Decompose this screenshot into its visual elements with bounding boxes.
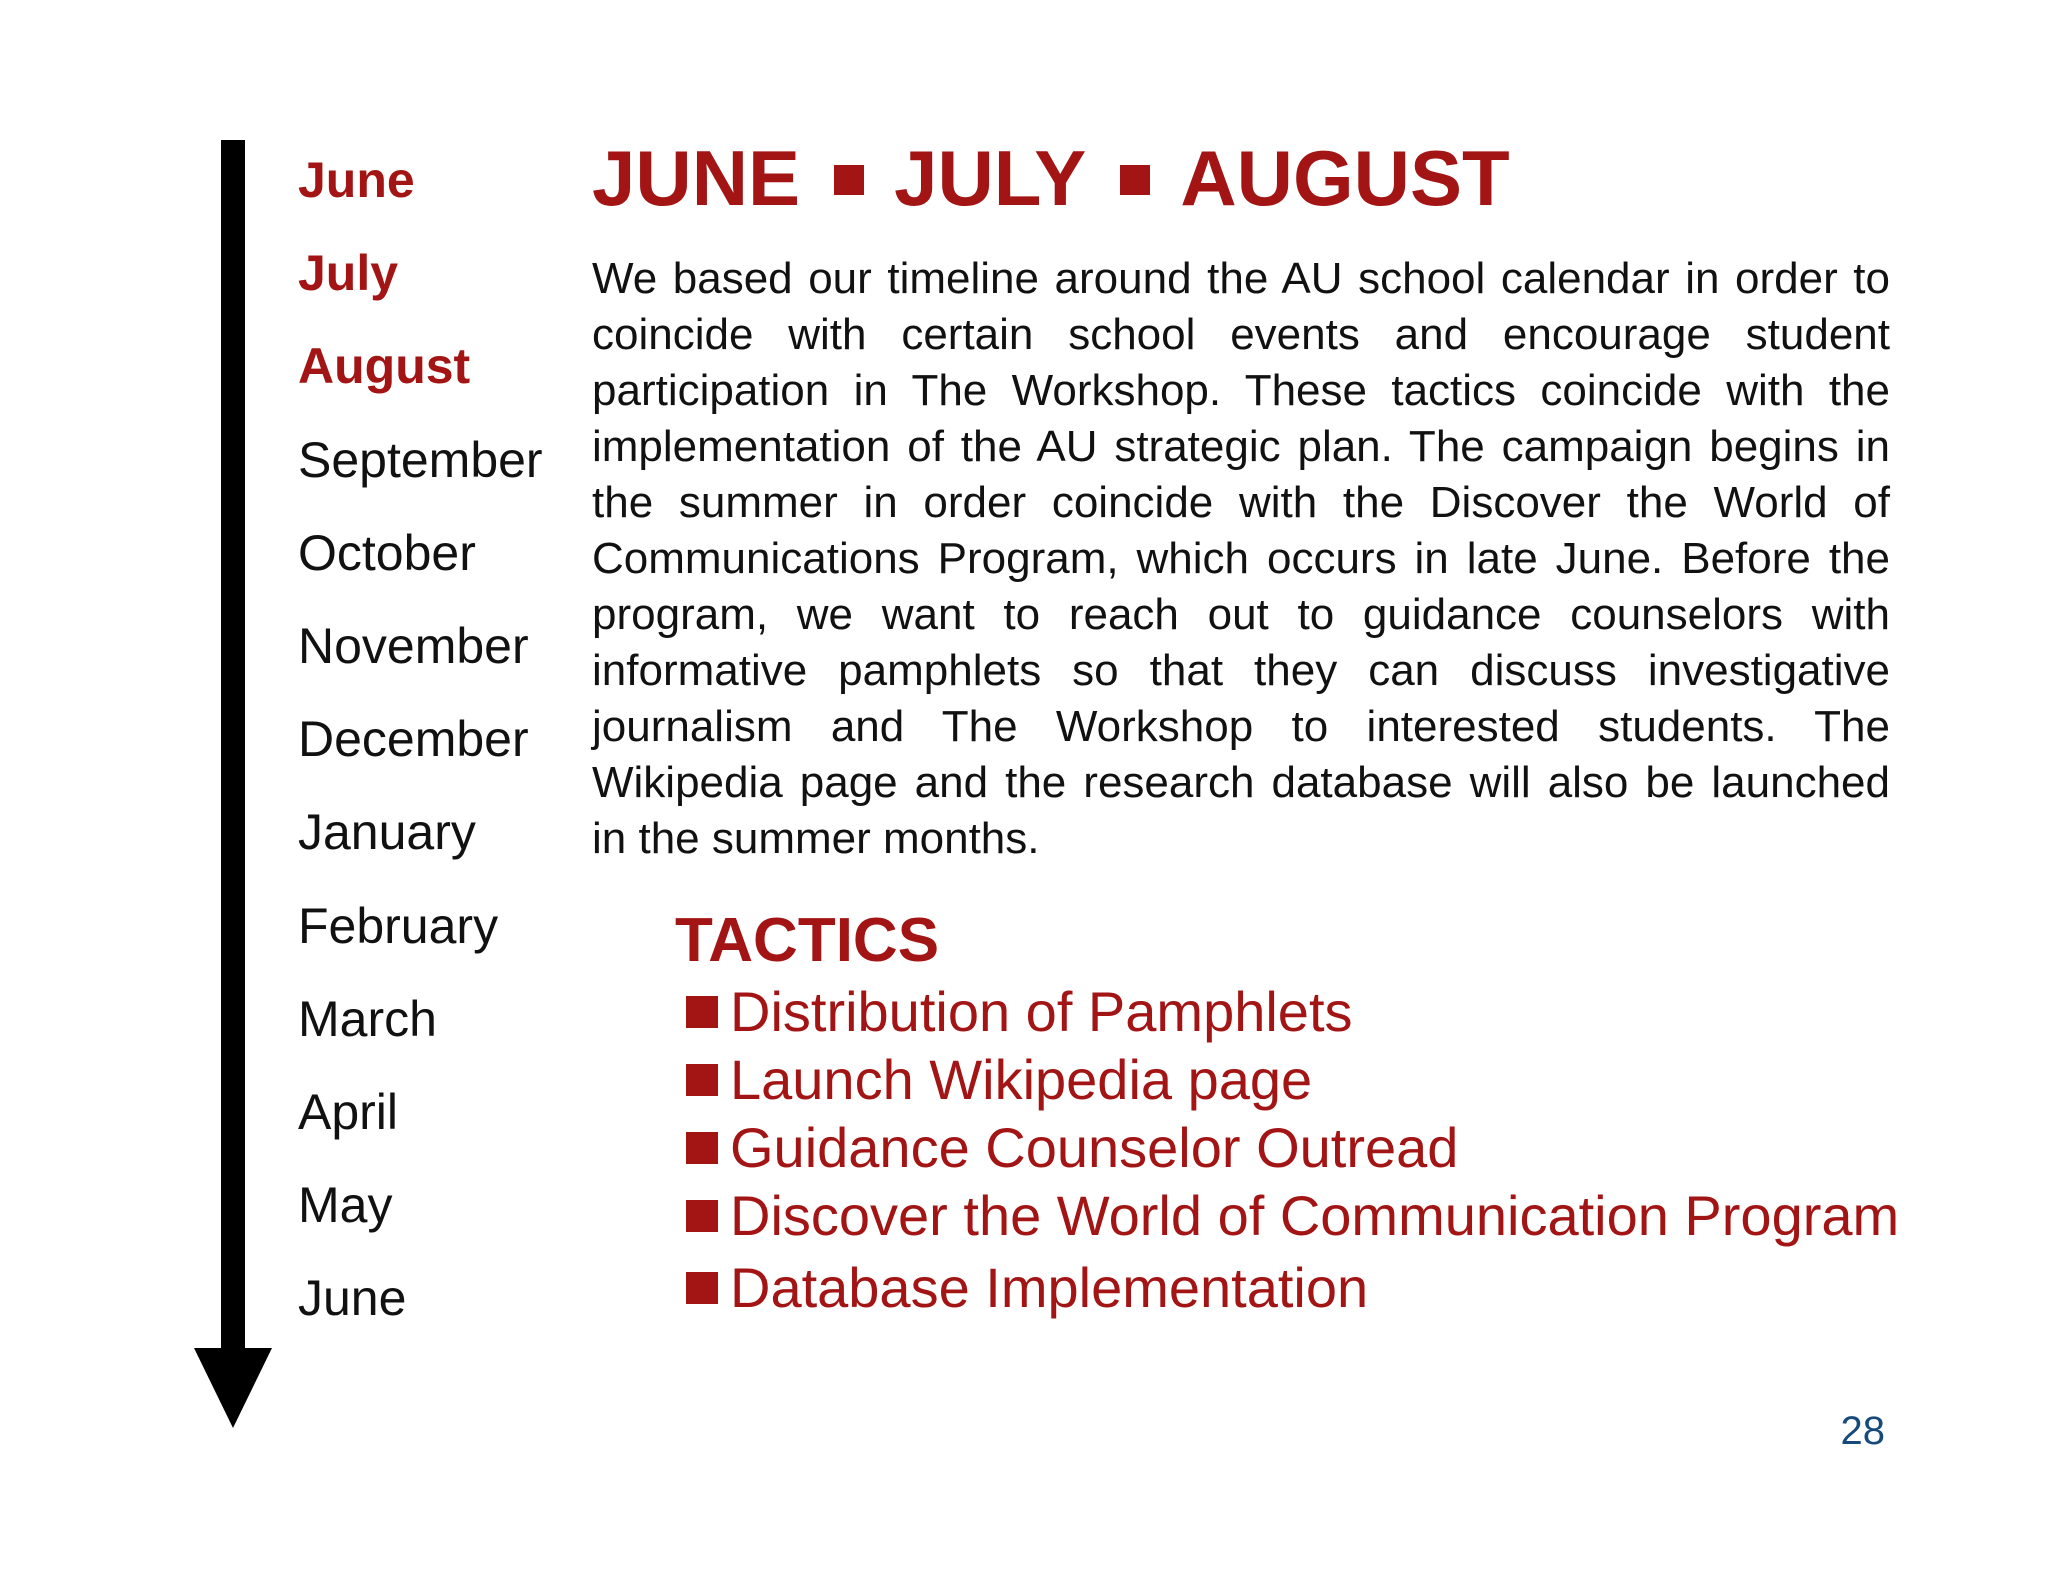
square-bullet-icon xyxy=(686,996,718,1028)
tactic-item xyxy=(686,1046,1899,1114)
tactic-label: Database Implementation xyxy=(730,1256,1369,1319)
timeline-arrow-shaft xyxy=(221,140,245,1360)
month-march: March xyxy=(298,990,437,1047)
headline-july: JULY xyxy=(894,134,1087,222)
square-bullet-icon xyxy=(686,1064,718,1096)
month-april: April xyxy=(298,1083,399,1140)
page-title xyxy=(592,130,1510,226)
month-october: October xyxy=(298,524,476,581)
tactic-label: Discover the World of Communication Program xyxy=(730,1184,1900,1247)
month-timeline xyxy=(298,145,543,1356)
month-december: December xyxy=(298,711,529,768)
square-bullet-icon xyxy=(686,1132,718,1164)
headline-june: JUNE xyxy=(592,134,801,222)
month-august-current: August xyxy=(298,338,471,395)
tactic-item xyxy=(686,1114,1899,1182)
square-separator-icon xyxy=(1120,165,1150,195)
month-july-current: July xyxy=(298,245,399,302)
down-arrow-icon xyxy=(194,1348,272,1428)
page-number: 28 xyxy=(1840,1409,1885,1453)
tactic-label: Launch Wikipedia page xyxy=(730,1048,1313,1111)
square-bullet-icon xyxy=(686,1200,718,1232)
headline-august: AUGUST xyxy=(1180,134,1510,222)
tactic-label: Distribution of Pamphlets xyxy=(730,980,1353,1043)
intro-paragraph: We based our timeline around the AU school calendar in order to coincide with certain school events and encourage student participation in The Workshop. These tactics coincide with the implementation of the AU strategic plan. The campaign begins in the summer in order coincide with the Discover the World of Communications Program, which occurs in late June. Before the program, we want to reach out to guidance counselors with informative pamphlets so that they can discuss investigative journalism and The Workshop to interested students. The Wikipedia page and the research database will also be launched in the summer months. xyxy=(592,254,1890,863)
tactic-item xyxy=(686,1254,1899,1322)
month-may: May xyxy=(298,1177,393,1234)
tactic-item xyxy=(686,978,1899,1046)
tactic-item xyxy=(686,1182,1899,1250)
tactics-heading: TACTICS xyxy=(675,906,940,975)
month-june-current: June xyxy=(298,152,415,208)
month-november: November xyxy=(298,617,529,674)
month-june-end: June xyxy=(298,1270,407,1327)
square-bullet-icon xyxy=(686,1272,718,1304)
square-separator-icon xyxy=(834,165,864,195)
month-january: January xyxy=(298,804,476,861)
tactic-label: Guidance Counselor Outread xyxy=(730,1116,1459,1179)
month-february: February xyxy=(298,897,499,954)
month-september: September xyxy=(298,431,543,488)
tactics-list xyxy=(686,978,1899,1322)
